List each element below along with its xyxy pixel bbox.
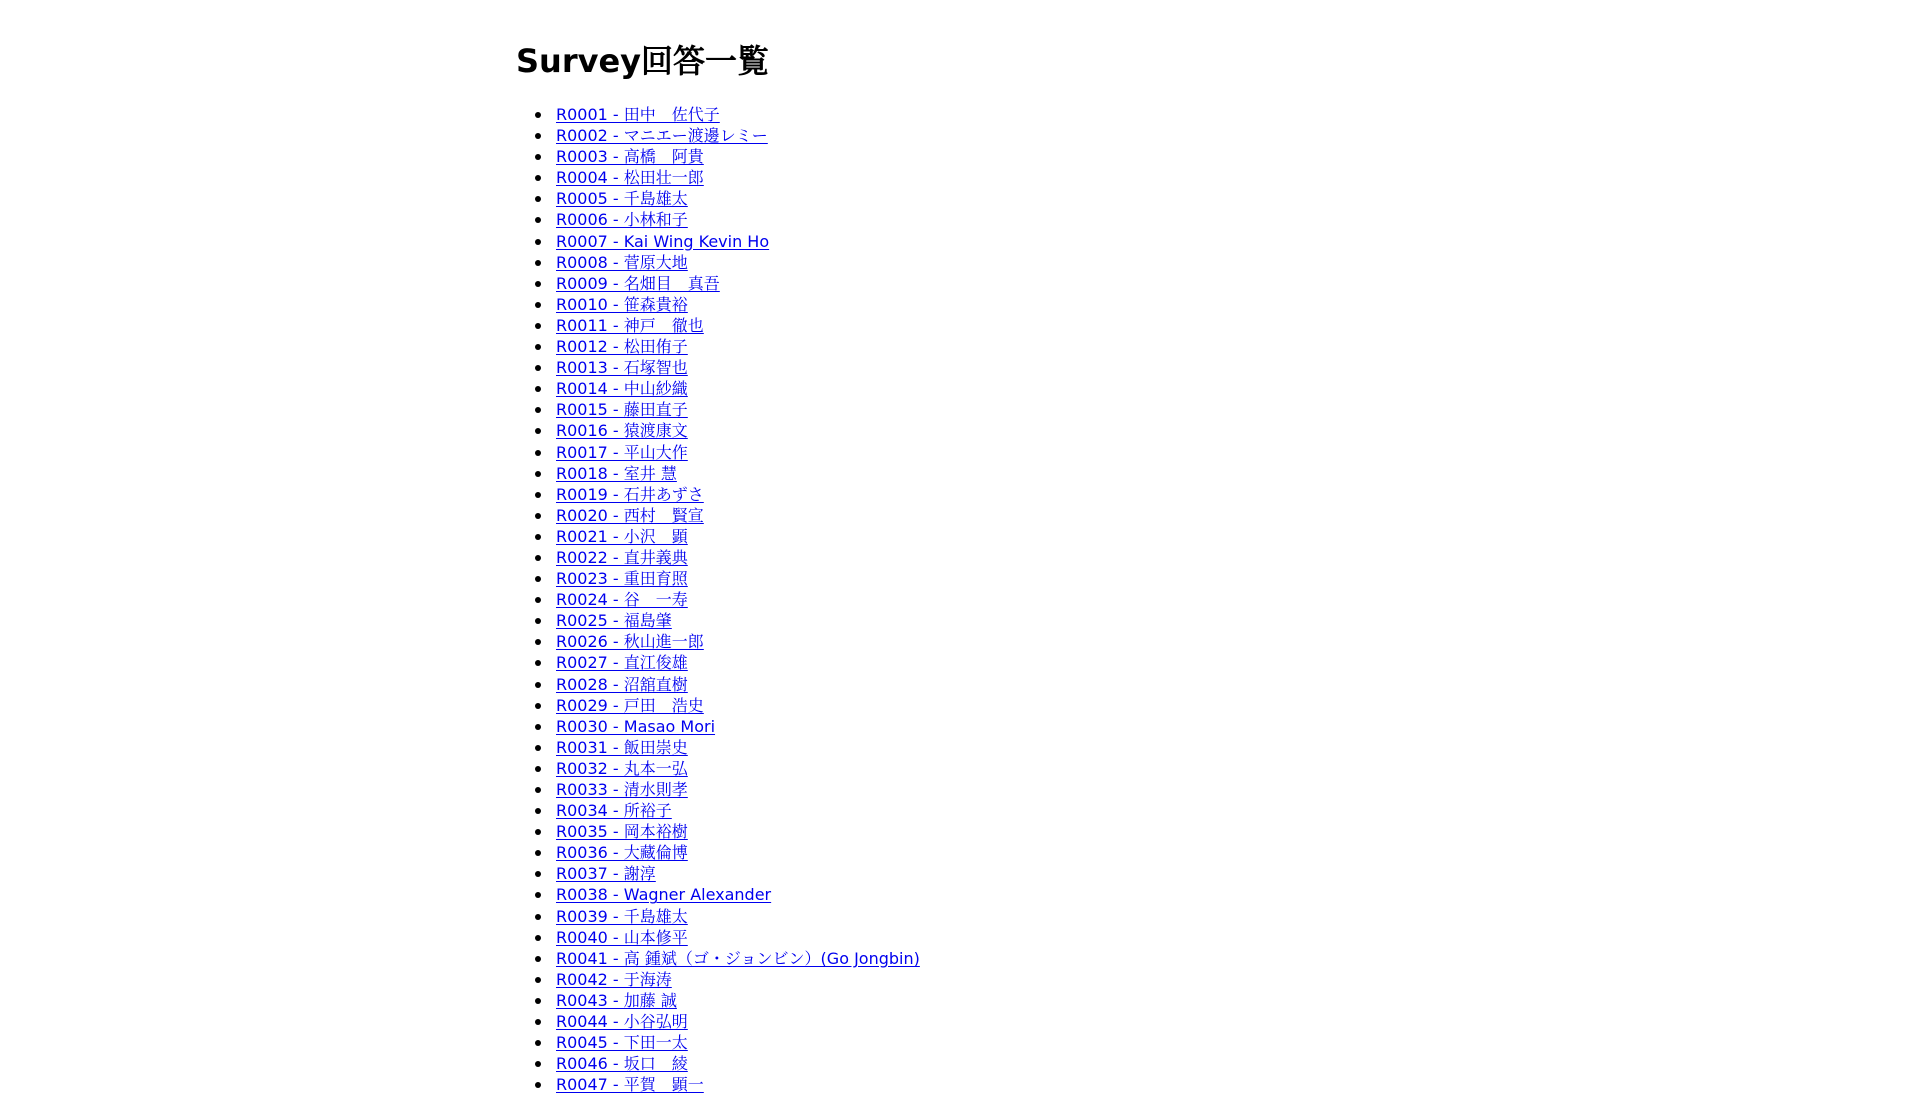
response-link[interactable]: R0022 - 直井義典 (556, 547, 688, 567)
list-item (556, 484, 920, 505)
response-link[interactable]: R0016 - 猿渡康文 (556, 421, 688, 441)
response-link[interactable]: R0035 - 岡本裕樹 (556, 822, 688, 842)
list-item (556, 758, 920, 779)
page-title: Survey回答一覧 (516, 42, 770, 80)
response-link[interactable]: R0029 - 戸田 浩史 (556, 695, 704, 715)
response-link[interactable]: R0037 - 謝淳 (556, 864, 656, 884)
list-item (556, 779, 920, 800)
list-item (556, 104, 920, 125)
list-item (556, 800, 920, 821)
response-link[interactable]: R0015 - 藤田直子 (556, 400, 688, 420)
response-link[interactable]: R0023 - 重田育照 (556, 569, 688, 589)
list-item (556, 420, 920, 441)
response-link[interactable]: R0030 - Masao Mori (556, 716, 716, 736)
list-item (556, 252, 920, 273)
list-item (556, 568, 920, 589)
response-link[interactable]: R0021 - 小沢 顕 (556, 526, 688, 546)
response-link[interactable]: R0013 - 石塚智也 (556, 358, 688, 378)
response-link[interactable]: R0036 - 大藏倫博 (556, 843, 688, 863)
list-item (556, 631, 920, 652)
list-item (556, 336, 920, 357)
response-link[interactable]: R0019 - 石井あずさ (556, 484, 704, 504)
list-item (556, 209, 920, 230)
response-link[interactable]: R0042 - 于海涛 (556, 969, 672, 989)
response-link[interactable]: R0010 - 笹森貴裕 (556, 294, 688, 314)
list-item (556, 505, 920, 526)
list-item (556, 146, 920, 167)
response-link[interactable]: R0007 - Kai Wing Kevin Ho (556, 231, 770, 251)
response-link[interactable]: R0046 - 坂口 綾 (556, 1054, 688, 1074)
list-item (556, 674, 920, 695)
list-item (556, 1053, 920, 1074)
response-link[interactable]: R0011 - 神戸 徹也 (556, 315, 704, 335)
response-link[interactable]: R0009 - 名畑目 真吾 (556, 273, 720, 293)
response-link[interactable]: R0008 - 菅原大地 (556, 252, 688, 272)
response-link[interactable]: R0006 - 小林和子 (556, 210, 688, 230)
list-item (556, 399, 920, 420)
response-link[interactable]: R0014 - 中山紗織 (556, 379, 688, 399)
response-link[interactable]: R0004 - 松田壮一郎 (556, 168, 704, 188)
list-item (556, 695, 920, 716)
list-item (556, 315, 920, 336)
response-link[interactable]: R0031 - 飯田崇史 (556, 737, 688, 757)
list-item (556, 969, 920, 990)
list-item (556, 231, 920, 252)
list-item (556, 378, 920, 399)
list-item (556, 1032, 920, 1053)
list-item (556, 948, 920, 969)
response-link[interactable]: R0044 - 小谷弘明 (556, 1012, 688, 1032)
list-item (556, 526, 920, 547)
list-item (556, 167, 920, 188)
response-link[interactable]: R0005 - 千島雄太 (556, 189, 688, 209)
list-item (556, 990, 920, 1011)
list-item (556, 863, 920, 884)
list-item (556, 906, 920, 927)
response-link[interactable]: R0002 - マニエー渡邊レミー (556, 126, 768, 146)
response-link[interactable]: R0045 - 下田一太 (556, 1033, 688, 1053)
list-item (556, 610, 920, 631)
response-link[interactable]: R0033 - 清水則孝 (556, 780, 688, 799)
response-link[interactable]: R0039 - 千島雄太 (556, 906, 688, 926)
response-link[interactable]: R0020 - 西村 賢宣 (556, 505, 704, 525)
list-item (556, 1074, 920, 1095)
list-item (556, 294, 920, 315)
response-link[interactable]: R0043 - 加藤 誠 (556, 990, 677, 1010)
response-link[interactable]: R0034 - 所裕子 (556, 801, 672, 821)
list-item (556, 716, 920, 737)
response-link[interactable]: R0001 - 田中 佐代子 (556, 105, 720, 124)
response-link[interactable]: R0027 - 直江俊雄 (556, 653, 688, 673)
list-item (556, 737, 920, 758)
response-link[interactable]: R0003 - 高橋 阿貴 (556, 147, 704, 167)
list-item (556, 927, 920, 948)
response-link[interactable]: R0017 - 平山大作 (556, 442, 688, 462)
response-link[interactable]: R0032 - 丸本一弘 (556, 758, 688, 778)
list-item (556, 652, 920, 673)
response-link[interactable]: R0026 - 秋山進一郎 (556, 632, 704, 652)
list-item (556, 821, 920, 842)
response-list (556, 104, 920, 1095)
list-item (556, 842, 920, 863)
response-link[interactable]: R0028 - 沼舘直樹 (556, 674, 688, 694)
list-item (556, 125, 920, 146)
response-link[interactable]: R0025 - 福島肇 (556, 611, 672, 631)
list-item (556, 1011, 920, 1032)
list-item (556, 589, 920, 610)
list-item (556, 547, 920, 568)
list-item (556, 884, 920, 905)
list-item (556, 463, 920, 484)
response-link[interactable]: R0040 - 山本修平 (556, 927, 688, 947)
response-link[interactable]: R0047 - 平賀 顕一 (556, 1075, 704, 1095)
list-item (556, 357, 920, 378)
page-container (516, 0, 1416, 1095)
response-link[interactable]: R0024 - 谷 一寿 (556, 590, 688, 610)
response-link[interactable]: R0018 - 室井 慧 (556, 463, 677, 483)
list-item (556, 442, 920, 463)
response-link[interactable]: R0012 - 松田侑子 (556, 337, 688, 357)
response-link[interactable]: R0041 - 高 鍾斌（ゴ・ジョンビン）(Go Jongbin) (556, 948, 920, 968)
list-item (556, 188, 920, 209)
list-item (556, 273, 920, 294)
response-link[interactable]: R0038 - Wagner Alexander (556, 885, 772, 905)
